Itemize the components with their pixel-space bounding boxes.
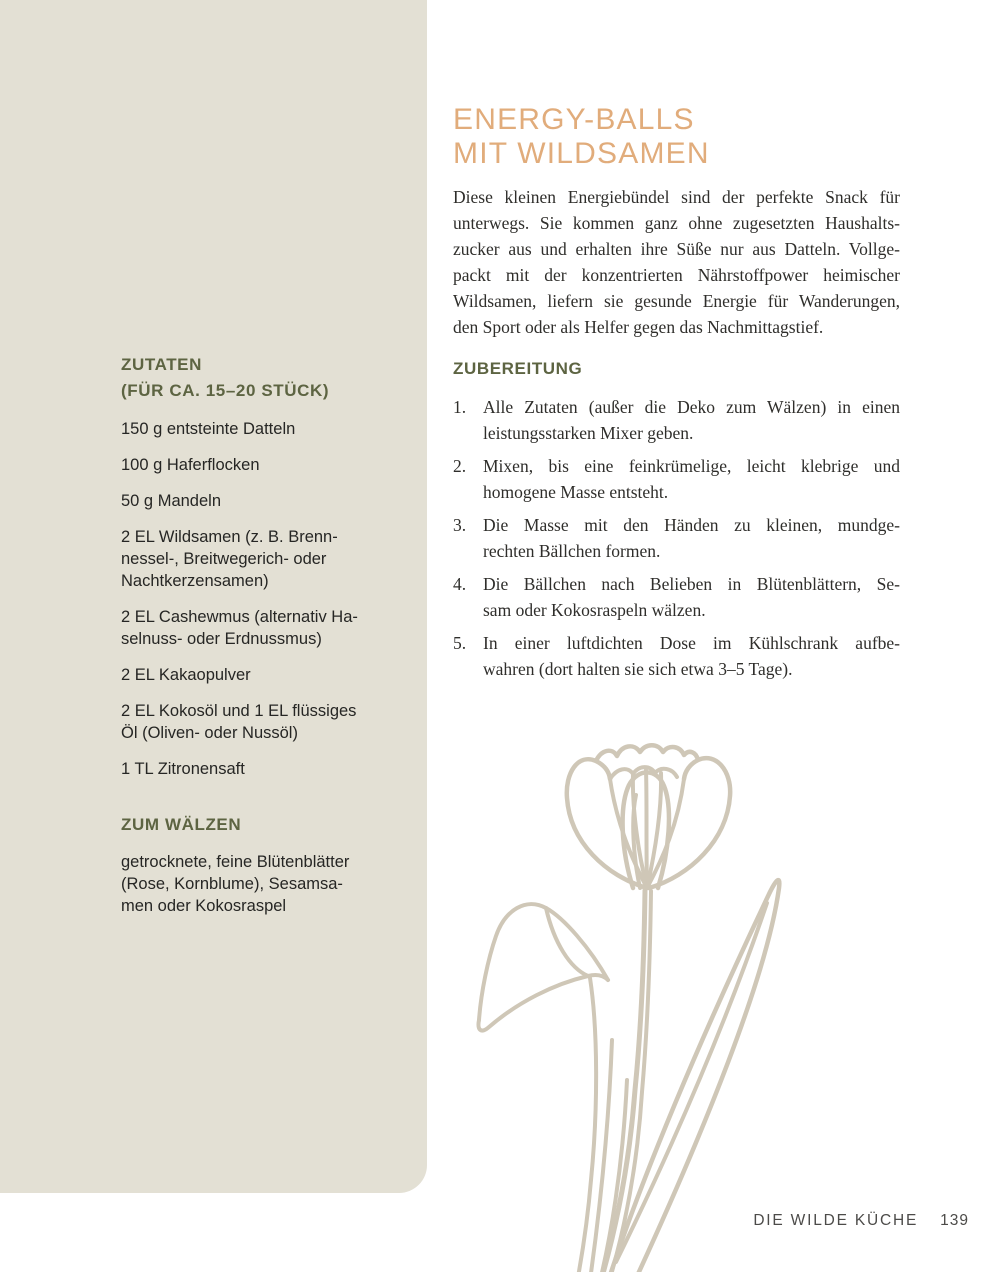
step-item	[453, 571, 900, 623]
text-line: 2 EL Cashewmus (alternativ Ha-	[121, 608, 358, 626]
book-title: DIE WILDE KÜCHE	[753, 1212, 919, 1229]
step-number: 2.	[453, 456, 467, 476]
step-number: 3.	[453, 515, 467, 535]
ingredients-heading-line1: ZUTATEN	[121, 355, 202, 374]
ingredient-item	[121, 664, 399, 686]
ingredients-list	[121, 418, 399, 780]
step-number: 1.	[453, 397, 467, 417]
ingredient-item	[121, 758, 399, 780]
text-line: Diese kleinen Energiebündel sind der perfekte Snack für	[453, 187, 900, 207]
tulip-illustration	[450, 740, 795, 1272]
page-number: 139	[940, 1212, 969, 1229]
text-line: 100 g Haferflocken	[121, 456, 260, 474]
ingredient-item	[121, 490, 399, 512]
text-line: Mixen, bis eine feinkrümelige, leicht klebrige und	[483, 456, 900, 476]
text-line: 2 EL Kakaopulver	[121, 666, 251, 684]
ingredient-item	[121, 418, 399, 440]
step-item	[453, 630, 900, 682]
text-line: rechten Bällchen formen.	[483, 541, 661, 561]
recipe-title-line1: ENERGY-BALLS	[453, 103, 695, 136]
step-text	[483, 394, 900, 446]
recipe-intro	[453, 184, 900, 340]
text-line: unterwegs. Sie kommen ganz ohne zugesetzten Haushalts-	[453, 213, 900, 233]
text-line: Alle Zutaten (außer die Deko zum Wälzen) in einen	[483, 397, 900, 417]
text-line: leistungsstarken Mixer geben.	[483, 423, 694, 443]
coating-heading: ZUM WÄLZEN	[121, 815, 242, 834]
ingredient-item	[121, 606, 399, 650]
recipe-title-line2: MIT WILDSAMEN	[453, 137, 710, 170]
text-line: selnuss- oder Erdnussmus)	[121, 630, 322, 648]
text-line: 150 g entsteinte Datteln	[121, 420, 296, 438]
text-line: men oder Kokosraspel	[121, 897, 287, 915]
text-line: packt mit der konzentrierten Nährstoffpower heimischer	[453, 265, 900, 285]
step-item	[453, 512, 900, 564]
ingredients-panel	[0, 0, 427, 1193]
text-line: sam oder Kokosraspeln wälzen.	[483, 600, 706, 620]
text-line: den Sport oder als Helfer gegen das Nachmittagstief.	[453, 317, 824, 337]
text-line: (Rose, Kornblume), Sesamsa-	[121, 875, 343, 893]
text-line: Nachtkerzensamen)	[121, 572, 269, 590]
text-line: getrocknete, feine Blütenblätter	[121, 853, 350, 871]
ingredients-heading	[121, 352, 399, 404]
text-line: zucker aus und erhalten ihre Süße nur aus Datteln. Vollge-	[453, 239, 900, 259]
recipe-title	[453, 103, 900, 171]
steps-heading: ZUBEREITUNG	[453, 359, 583, 378]
text-line: Die Masse mit den Händen zu kleinen, mundge-	[483, 515, 900, 535]
ingredient-item	[121, 526, 399, 592]
text-line: Die Bällchen nach Belieben in Blütenblättern, Se-	[483, 574, 900, 594]
steps-list	[453, 394, 900, 682]
ingredients-heading-line2: (FÜR CA. 15–20 STÜCK)	[121, 381, 330, 400]
text-line: Öl (Oliven- oder Nussöl)	[121, 724, 298, 742]
text-line: Wildsamen, liefern sie gesunde Energie für Wanderungen,	[453, 291, 900, 311]
coating-text	[121, 851, 399, 917]
text-line: 2 EL Wildsamen (z. B. Brenn-	[121, 528, 338, 546]
text-line: In einer luftdichten Dose im Kühlschrank aufbe-	[483, 633, 900, 653]
step-number: 5.	[453, 633, 467, 653]
text-line: 50 g Mandeln	[121, 492, 221, 510]
text-line: 2 EL Kokosöl und 1 EL flüssiges	[121, 702, 357, 720]
step-item	[453, 453, 900, 505]
page-footer	[753, 1212, 969, 1230]
text-line: homogene Masse entsteht.	[483, 482, 669, 502]
recipe-main-column	[453, 0, 900, 689]
step-number: 4.	[453, 574, 467, 594]
ingredient-item	[121, 700, 399, 744]
text-line: 1 TL Zitronensaft	[121, 760, 245, 778]
step-item	[453, 394, 900, 446]
step-text	[483, 512, 900, 564]
text-line: nessel-, Breitwegerich- oder	[121, 550, 327, 568]
step-text	[483, 630, 900, 682]
step-text	[483, 571, 900, 623]
text-line: wahren (dort halten sie sich etwa 3–5 Tage).	[483, 659, 793, 679]
ingredient-item	[121, 454, 399, 476]
step-text	[483, 453, 900, 505]
